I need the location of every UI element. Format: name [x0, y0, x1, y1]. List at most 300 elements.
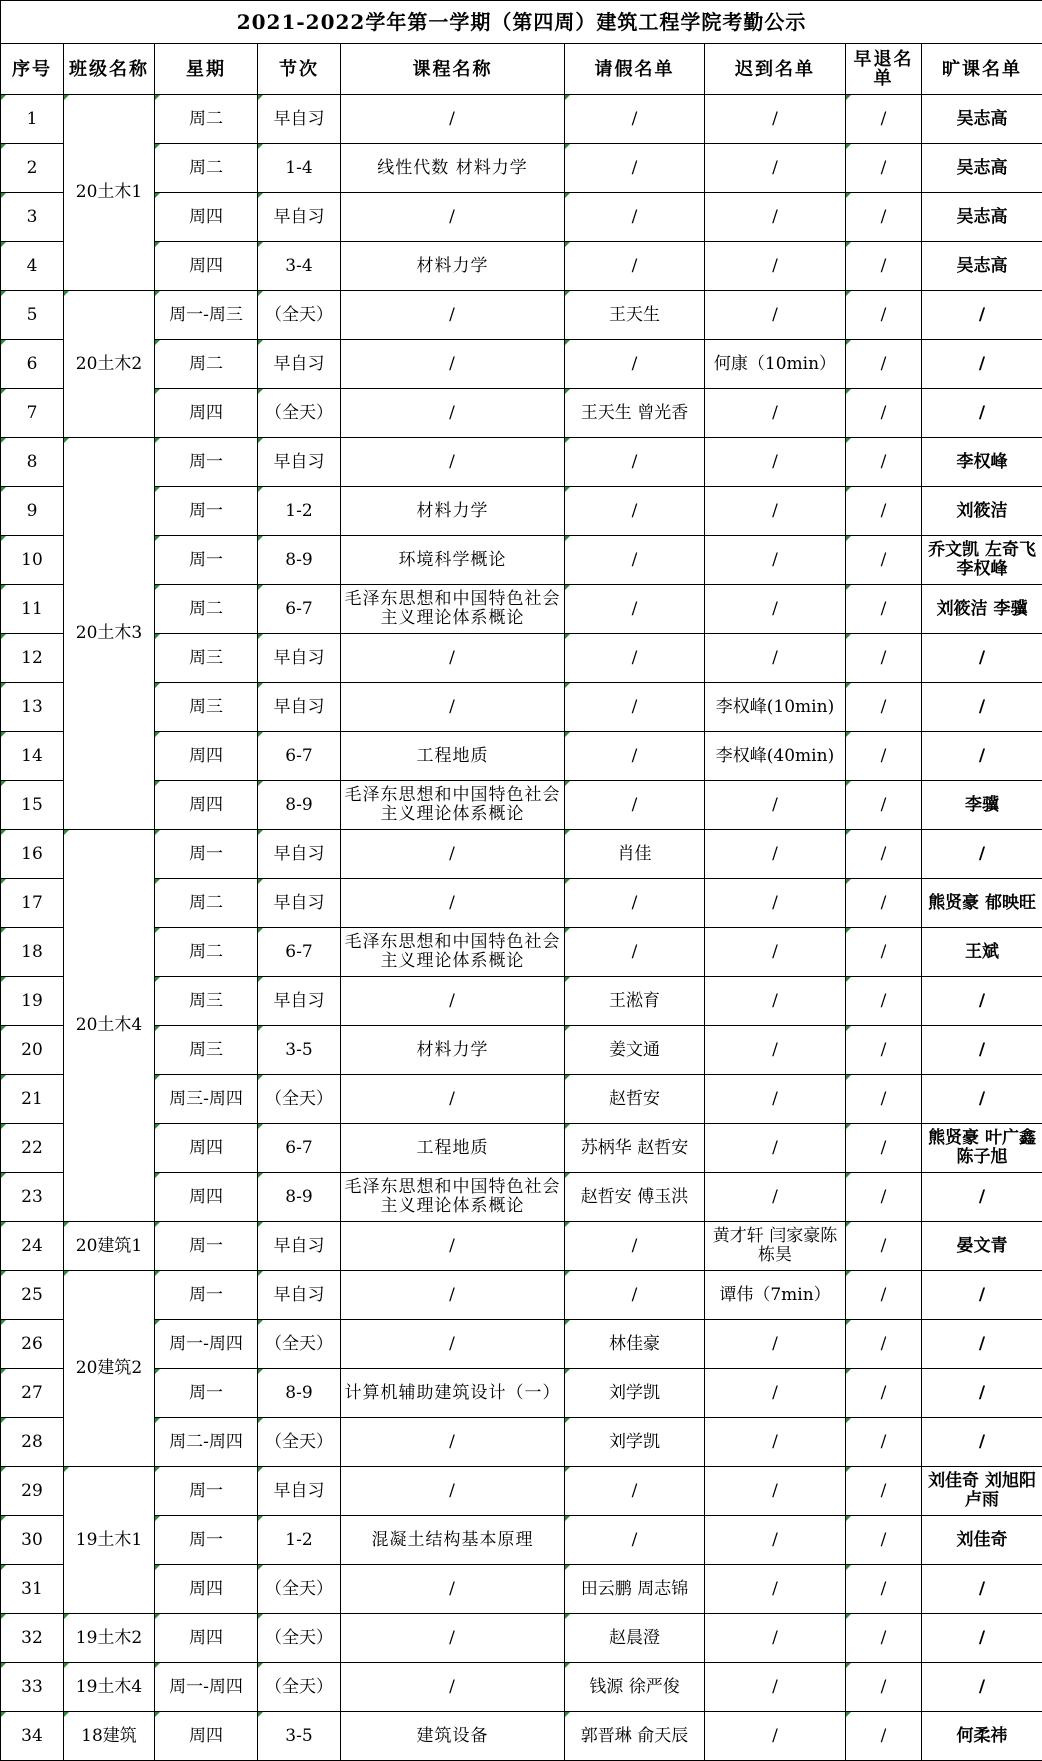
cell-course: 材料力学 — [341, 242, 565, 291]
cell-period: 6-7 — [258, 585, 341, 634]
cell-late: / — [705, 1369, 846, 1418]
cell-weekday: 周四 — [155, 1614, 258, 1663]
cell-absent: / — [922, 1418, 1042, 1467]
cell-seq: 15 — [1, 781, 64, 830]
cell-absent: / — [922, 683, 1042, 732]
cell-leave: / — [565, 1516, 705, 1565]
cell-leave: 王淞育 — [565, 977, 705, 1026]
cell-late: / — [705, 1026, 846, 1075]
cell-absent: / — [922, 389, 1042, 438]
cell-period: （全天） — [258, 1320, 341, 1369]
cell-late: 李权峰(40min) — [705, 732, 846, 781]
cell-period: 早自习 — [258, 1467, 341, 1516]
cell-absent: / — [922, 1369, 1042, 1418]
cell-period: （全天） — [258, 291, 341, 340]
cell-weekday: 周四 — [155, 193, 258, 242]
cell-course: / — [341, 1075, 565, 1124]
cell-class: 20土木2 — [64, 291, 155, 438]
cell-weekday: 周二 — [155, 928, 258, 977]
cell-late: / — [705, 291, 846, 340]
cell-late: / — [705, 781, 846, 830]
cell-period: 1-4 — [258, 144, 341, 193]
cell-early: / — [846, 879, 922, 928]
cell-leave: 赵哲安 — [565, 1075, 705, 1124]
cell-leave: 苏柄华 赵哲安 — [565, 1124, 705, 1173]
cell-period: 6-7 — [258, 1124, 341, 1173]
cell-early: / — [846, 928, 922, 977]
cell-early: / — [846, 1173, 922, 1222]
cell-seq: 7 — [1, 389, 64, 438]
table-row — [1, 1712, 1042, 1761]
cell-early: / — [846, 1712, 922, 1761]
cell-absent: 何柔祎 — [922, 1712, 1042, 1761]
cell-course: / — [341, 193, 565, 242]
cell-period: 早自习 — [258, 879, 341, 928]
cell-course: 混凝土结构基本原理 — [341, 1516, 565, 1565]
table-row — [1, 1369, 1042, 1418]
cell-late: / — [705, 1075, 846, 1124]
cell-course: / — [341, 291, 565, 340]
header-leave: 请假名单 — [565, 44, 705, 95]
cell-period: 早自习 — [258, 977, 341, 1026]
cell-seq: 21 — [1, 1075, 64, 1124]
cell-leave: 肖佳 — [565, 830, 705, 879]
cell-absent: / — [922, 1075, 1042, 1124]
cell-leave: 钱源 徐严俊 — [565, 1663, 705, 1712]
cell-course: 材料力学 — [341, 487, 565, 536]
table-title: 2021-2022学年第一学期（第四周）建筑工程学院考勤公示 — [1, 1, 1042, 44]
cell-early: / — [846, 242, 922, 291]
cell-course: / — [341, 1418, 565, 1467]
cell-late: / — [705, 536, 846, 585]
cell-late: / — [705, 977, 846, 1026]
cell-late: 李权峰(10min) — [705, 683, 846, 732]
cell-early: / — [846, 536, 922, 585]
cell-weekday: 周一 — [155, 830, 258, 879]
cell-late: / — [705, 1418, 846, 1467]
cell-absent: 熊贤豪 叶广鑫陈子旭 — [922, 1124, 1042, 1173]
cell-course: 毛泽东思想和中国特色社会主义理论体系概论 — [341, 585, 565, 634]
cell-absent: / — [922, 830, 1042, 879]
cell-leave: 郭晋琳 俞天辰 — [565, 1712, 705, 1761]
table-row — [1, 634, 1042, 683]
cell-seq: 23 — [1, 1173, 64, 1222]
cell-early: / — [846, 144, 922, 193]
cell-late: / — [705, 389, 846, 438]
cell-early: / — [846, 95, 922, 144]
cell-leave: 刘学凯 — [565, 1418, 705, 1467]
cell-weekday: 周四 — [155, 781, 258, 830]
table-row — [1, 732, 1042, 781]
cell-absent: / — [922, 340, 1042, 389]
cell-leave: / — [565, 1467, 705, 1516]
cell-late: 黄才轩 闫家豪陈栋昊 — [705, 1222, 846, 1271]
cell-leave: / — [565, 928, 705, 977]
cell-course: / — [341, 438, 565, 487]
cell-period: （全天） — [258, 1614, 341, 1663]
cell-early: / — [846, 487, 922, 536]
table-row — [1, 144, 1042, 193]
cell-seq: 30 — [1, 1516, 64, 1565]
cell-weekday: 周三 — [155, 1026, 258, 1075]
cell-weekday: 周二-周四 — [155, 1418, 258, 1467]
cell-period: 8-9 — [258, 781, 341, 830]
cell-leave: / — [565, 193, 705, 242]
header-absent: 旷课名单 — [922, 44, 1042, 95]
cell-period: 3-5 — [258, 1712, 341, 1761]
cell-late: / — [705, 879, 846, 928]
cell-absent: / — [922, 977, 1042, 1026]
table-row — [1, 977, 1042, 1026]
cell-weekday: 周二 — [155, 879, 258, 928]
table-row — [1, 683, 1042, 732]
cell-seq: 2 — [1, 144, 64, 193]
cell-period: 早自习 — [258, 1271, 341, 1320]
cell-course: / — [341, 1663, 565, 1712]
cell-early: / — [846, 1614, 922, 1663]
table-row — [1, 193, 1042, 242]
cell-weekday: 周一 — [155, 438, 258, 487]
cell-seq: 28 — [1, 1418, 64, 1467]
cell-leave: 田云鹏 周志锦 — [565, 1565, 705, 1614]
cell-seq: 17 — [1, 879, 64, 928]
cell-weekday: 周一 — [155, 1369, 258, 1418]
cell-period: 早自习 — [258, 683, 341, 732]
table-row — [1, 928, 1042, 977]
cell-early: / — [846, 585, 922, 634]
cell-period: 早自习 — [258, 830, 341, 879]
cell-early: / — [846, 1467, 922, 1516]
cell-early: / — [846, 438, 922, 487]
cell-absent: 吴志高 — [922, 95, 1042, 144]
cell-absent: 吴志高 — [922, 193, 1042, 242]
cell-seq: 29 — [1, 1467, 64, 1516]
cell-leave: / — [565, 1222, 705, 1271]
cell-weekday: 周二 — [155, 144, 258, 193]
cell-course: 材料力学 — [341, 1026, 565, 1075]
cell-seq: 9 — [1, 487, 64, 536]
cell-weekday: 周一-周四 — [155, 1320, 258, 1369]
cell-weekday: 周四 — [155, 242, 258, 291]
cell-late: / — [705, 487, 846, 536]
cell-weekday: 周一-周四 — [155, 1663, 258, 1712]
cell-late: / — [705, 585, 846, 634]
cell-course: / — [341, 389, 565, 438]
cell-absent: / — [922, 291, 1042, 340]
table-row — [1, 1663, 1042, 1712]
cell-early: / — [846, 389, 922, 438]
cell-period: 1-2 — [258, 1516, 341, 1565]
cell-weekday: 周二 — [155, 340, 258, 389]
cell-seq: 14 — [1, 732, 64, 781]
cell-seq: 12 — [1, 634, 64, 683]
cell-course: / — [341, 1565, 565, 1614]
cell-class: 19土木2 — [64, 1614, 155, 1663]
table-row — [1, 1075, 1042, 1124]
table-row — [1, 1467, 1042, 1516]
cell-course: / — [341, 1614, 565, 1663]
cell-early: / — [846, 1222, 922, 1271]
cell-course: / — [341, 683, 565, 732]
cell-leave: 林佳豪 — [565, 1320, 705, 1369]
header-early: 早退名单 — [846, 44, 922, 95]
cell-course: 工程地质 — [341, 1124, 565, 1173]
table-row — [1, 585, 1042, 634]
cell-weekday: 周三 — [155, 683, 258, 732]
cell-early: / — [846, 340, 922, 389]
cell-late: 何康（10min） — [705, 340, 846, 389]
cell-weekday: 周三-周四 — [155, 1075, 258, 1124]
cell-absent: 刘筱洁 李骥 — [922, 585, 1042, 634]
cell-course: / — [341, 1222, 565, 1271]
cell-seq: 22 — [1, 1124, 64, 1173]
cell-early: / — [846, 1075, 922, 1124]
cell-class: 19土木4 — [64, 1663, 155, 1712]
table-row — [1, 1565, 1042, 1614]
cell-period: 1-2 — [258, 487, 341, 536]
cell-period: 早自习 — [258, 95, 341, 144]
cell-class: 20土木3 — [64, 438, 155, 830]
cell-leave: / — [565, 1271, 705, 1320]
cell-weekday: 周一 — [155, 1516, 258, 1565]
cell-seq: 4 — [1, 242, 64, 291]
cell-seq: 26 — [1, 1320, 64, 1369]
cell-course: 毛泽东思想和中国特色社会主义理论体系概论 — [341, 781, 565, 830]
cell-weekday: 周二 — [155, 95, 258, 144]
cell-class: 19土木1 — [64, 1467, 155, 1614]
cell-period: 早自习 — [258, 1222, 341, 1271]
table-row — [1, 340, 1042, 389]
cell-weekday: 周四 — [155, 1173, 258, 1222]
table-row — [1, 1222, 1042, 1271]
cell-leave: 王天生 — [565, 291, 705, 340]
table-row — [1, 1271, 1042, 1320]
cell-absent: 熊贤豪 郁映旺 — [922, 879, 1042, 928]
cell-late: / — [705, 1124, 846, 1173]
cell-absent: / — [922, 1320, 1042, 1369]
cell-late: / — [705, 1565, 846, 1614]
cell-leave: / — [565, 634, 705, 683]
cell-absent: 刘佳奇 — [922, 1516, 1042, 1565]
cell-early: / — [846, 1369, 922, 1418]
cell-period: 8-9 — [258, 536, 341, 585]
cell-absent: 乔文凯 左奇飞李权峰 — [922, 536, 1042, 585]
cell-period: 早自习 — [258, 438, 341, 487]
cell-course: 建筑设备 — [341, 1712, 565, 1761]
cell-absent: 吴志高 — [922, 242, 1042, 291]
table-row — [1, 879, 1042, 928]
cell-leave: / — [565, 487, 705, 536]
header-course: 课程名称 — [341, 44, 565, 95]
cell-seq: 25 — [1, 1271, 64, 1320]
cell-weekday: 周四 — [155, 1712, 258, 1761]
table-row — [1, 487, 1042, 536]
table-row — [1, 1614, 1042, 1663]
cell-late: / — [705, 634, 846, 683]
cell-leave: 赵晨澄 — [565, 1614, 705, 1663]
cell-early: / — [846, 1418, 922, 1467]
cell-weekday: 周四 — [155, 389, 258, 438]
cell-late: / — [705, 830, 846, 879]
cell-absent: 王斌 — [922, 928, 1042, 977]
cell-course: 毛泽东思想和中国特色社会主义理论体系概论 — [341, 1173, 565, 1222]
cell-late: / — [705, 1467, 846, 1516]
cell-period: 8-9 — [258, 1173, 341, 1222]
cell-seq: 33 — [1, 1663, 64, 1712]
cell-weekday: 周三 — [155, 977, 258, 1026]
cell-seq: 8 — [1, 438, 64, 487]
table-row — [1, 291, 1042, 340]
cell-early: / — [846, 1516, 922, 1565]
cell-course: / — [341, 879, 565, 928]
cell-seq: 27 — [1, 1369, 64, 1418]
cell-early: / — [846, 781, 922, 830]
cell-class: 20建筑1 — [64, 1222, 155, 1271]
cell-weekday: 周一 — [155, 487, 258, 536]
cell-period: 3-5 — [258, 1026, 341, 1075]
cell-late: / — [705, 95, 846, 144]
cell-early: / — [846, 1271, 922, 1320]
cell-period: 6-7 — [258, 732, 341, 781]
cell-late: 谭伟（7min） — [705, 1271, 846, 1320]
cell-late: / — [705, 1173, 846, 1222]
cell-period: 6-7 — [258, 928, 341, 977]
cell-absent: 刘佳奇 刘旭阳 卢雨 — [922, 1467, 1042, 1516]
cell-leave: / — [565, 536, 705, 585]
cell-absent: 刘筱洁 — [922, 487, 1042, 536]
header-weekday: 星期 — [155, 44, 258, 95]
header-row — [1, 44, 1042, 95]
cell-absent: 吴志高 — [922, 144, 1042, 193]
cell-early: / — [846, 1320, 922, 1369]
table-row — [1, 1173, 1042, 1222]
table-row — [1, 1418, 1042, 1467]
table-row — [1, 830, 1042, 879]
cell-late: / — [705, 438, 846, 487]
cell-course: / — [341, 340, 565, 389]
cell-class: 18建筑 — [64, 1712, 155, 1761]
cell-course: / — [341, 977, 565, 1026]
cell-course: 毛泽东思想和中国特色社会主义理论体系概论 — [341, 928, 565, 977]
cell-seq: 5 — [1, 291, 64, 340]
header-late: 迟到名单 — [705, 44, 846, 95]
cell-late: / — [705, 1663, 846, 1712]
cell-weekday: 周四 — [155, 1565, 258, 1614]
cell-seq: 16 — [1, 830, 64, 879]
table-row — [1, 95, 1042, 144]
cell-weekday: 周一 — [155, 1467, 258, 1516]
cell-leave: 姜文通 — [565, 1026, 705, 1075]
cell-early: / — [846, 683, 922, 732]
cell-weekday: 周四 — [155, 732, 258, 781]
cell-late: / — [705, 1320, 846, 1369]
cell-course: / — [341, 634, 565, 683]
table-row — [1, 1320, 1042, 1369]
cell-seq: 32 — [1, 1614, 64, 1663]
header-class: 班级名称 — [64, 44, 155, 95]
cell-period: （全天） — [258, 389, 341, 438]
table-body — [1, 95, 1042, 1761]
cell-period: （全天） — [258, 1565, 341, 1614]
cell-leave: / — [565, 683, 705, 732]
cell-late: / — [705, 144, 846, 193]
cell-seq: 24 — [1, 1222, 64, 1271]
cell-course: / — [341, 1271, 565, 1320]
cell-period: （全天） — [258, 1663, 341, 1712]
cell-class: 20土木1 — [64, 95, 155, 291]
cell-weekday: 周一 — [155, 536, 258, 585]
cell-weekday: 周一 — [155, 1271, 258, 1320]
cell-weekday: 周一 — [155, 1222, 258, 1271]
cell-absent: / — [922, 634, 1042, 683]
cell-course: / — [341, 1320, 565, 1369]
cell-seq: 18 — [1, 928, 64, 977]
cell-leave: / — [565, 144, 705, 193]
cell-seq: 1 — [1, 95, 64, 144]
cell-early: / — [846, 1124, 922, 1173]
table-row — [1, 438, 1042, 487]
cell-period: （全天） — [258, 1418, 341, 1467]
cell-leave: 赵哲安 傅玉洪 — [565, 1173, 705, 1222]
table-row — [1, 1124, 1042, 1173]
cell-seq: 19 — [1, 977, 64, 1026]
cell-seq: 13 — [1, 683, 64, 732]
cell-weekday: 周三 — [155, 634, 258, 683]
cell-late: / — [705, 1712, 846, 1761]
cell-seq: 11 — [1, 585, 64, 634]
cell-early: / — [846, 1026, 922, 1075]
cell-weekday: 周四 — [155, 1124, 258, 1173]
cell-period: 3-4 — [258, 242, 341, 291]
cell-absent: / — [922, 1026, 1042, 1075]
cell-leave: 刘学凯 — [565, 1369, 705, 1418]
cell-leave: / — [565, 438, 705, 487]
header-seq: 序号 — [1, 44, 64, 95]
cell-absent: / — [922, 1271, 1042, 1320]
cell-course: / — [341, 830, 565, 879]
cell-course: 工程地质 — [341, 732, 565, 781]
cell-early: / — [846, 1663, 922, 1712]
cell-leave: / — [565, 585, 705, 634]
cell-leave: / — [565, 340, 705, 389]
cell-weekday: 周一-周三 — [155, 291, 258, 340]
cell-seq: 10 — [1, 536, 64, 585]
cell-leave: 王天生 曾光香 — [565, 389, 705, 438]
cell-absent: / — [922, 1663, 1042, 1712]
cell-early: / — [846, 732, 922, 781]
cell-period: 早自习 — [258, 634, 341, 683]
cell-period: （全天） — [258, 1075, 341, 1124]
cell-seq: 20 — [1, 1026, 64, 1075]
cell-seq: 3 — [1, 193, 64, 242]
cell-late: / — [705, 193, 846, 242]
cell-early: / — [846, 634, 922, 683]
cell-leave: / — [565, 95, 705, 144]
cell-course: 计算机辅助建筑设计（一） — [341, 1369, 565, 1418]
cell-seq: 34 — [1, 1712, 64, 1761]
cell-absent: / — [922, 1565, 1042, 1614]
cell-period: 早自习 — [258, 340, 341, 389]
cell-late: / — [705, 242, 846, 291]
cell-leave: / — [565, 781, 705, 830]
cell-late: / — [705, 1516, 846, 1565]
cell-early: / — [846, 291, 922, 340]
cell-early: / — [846, 977, 922, 1026]
cell-leave: / — [565, 732, 705, 781]
table-row — [1, 389, 1042, 438]
table-row — [1, 536, 1042, 585]
cell-course: / — [341, 1467, 565, 1516]
